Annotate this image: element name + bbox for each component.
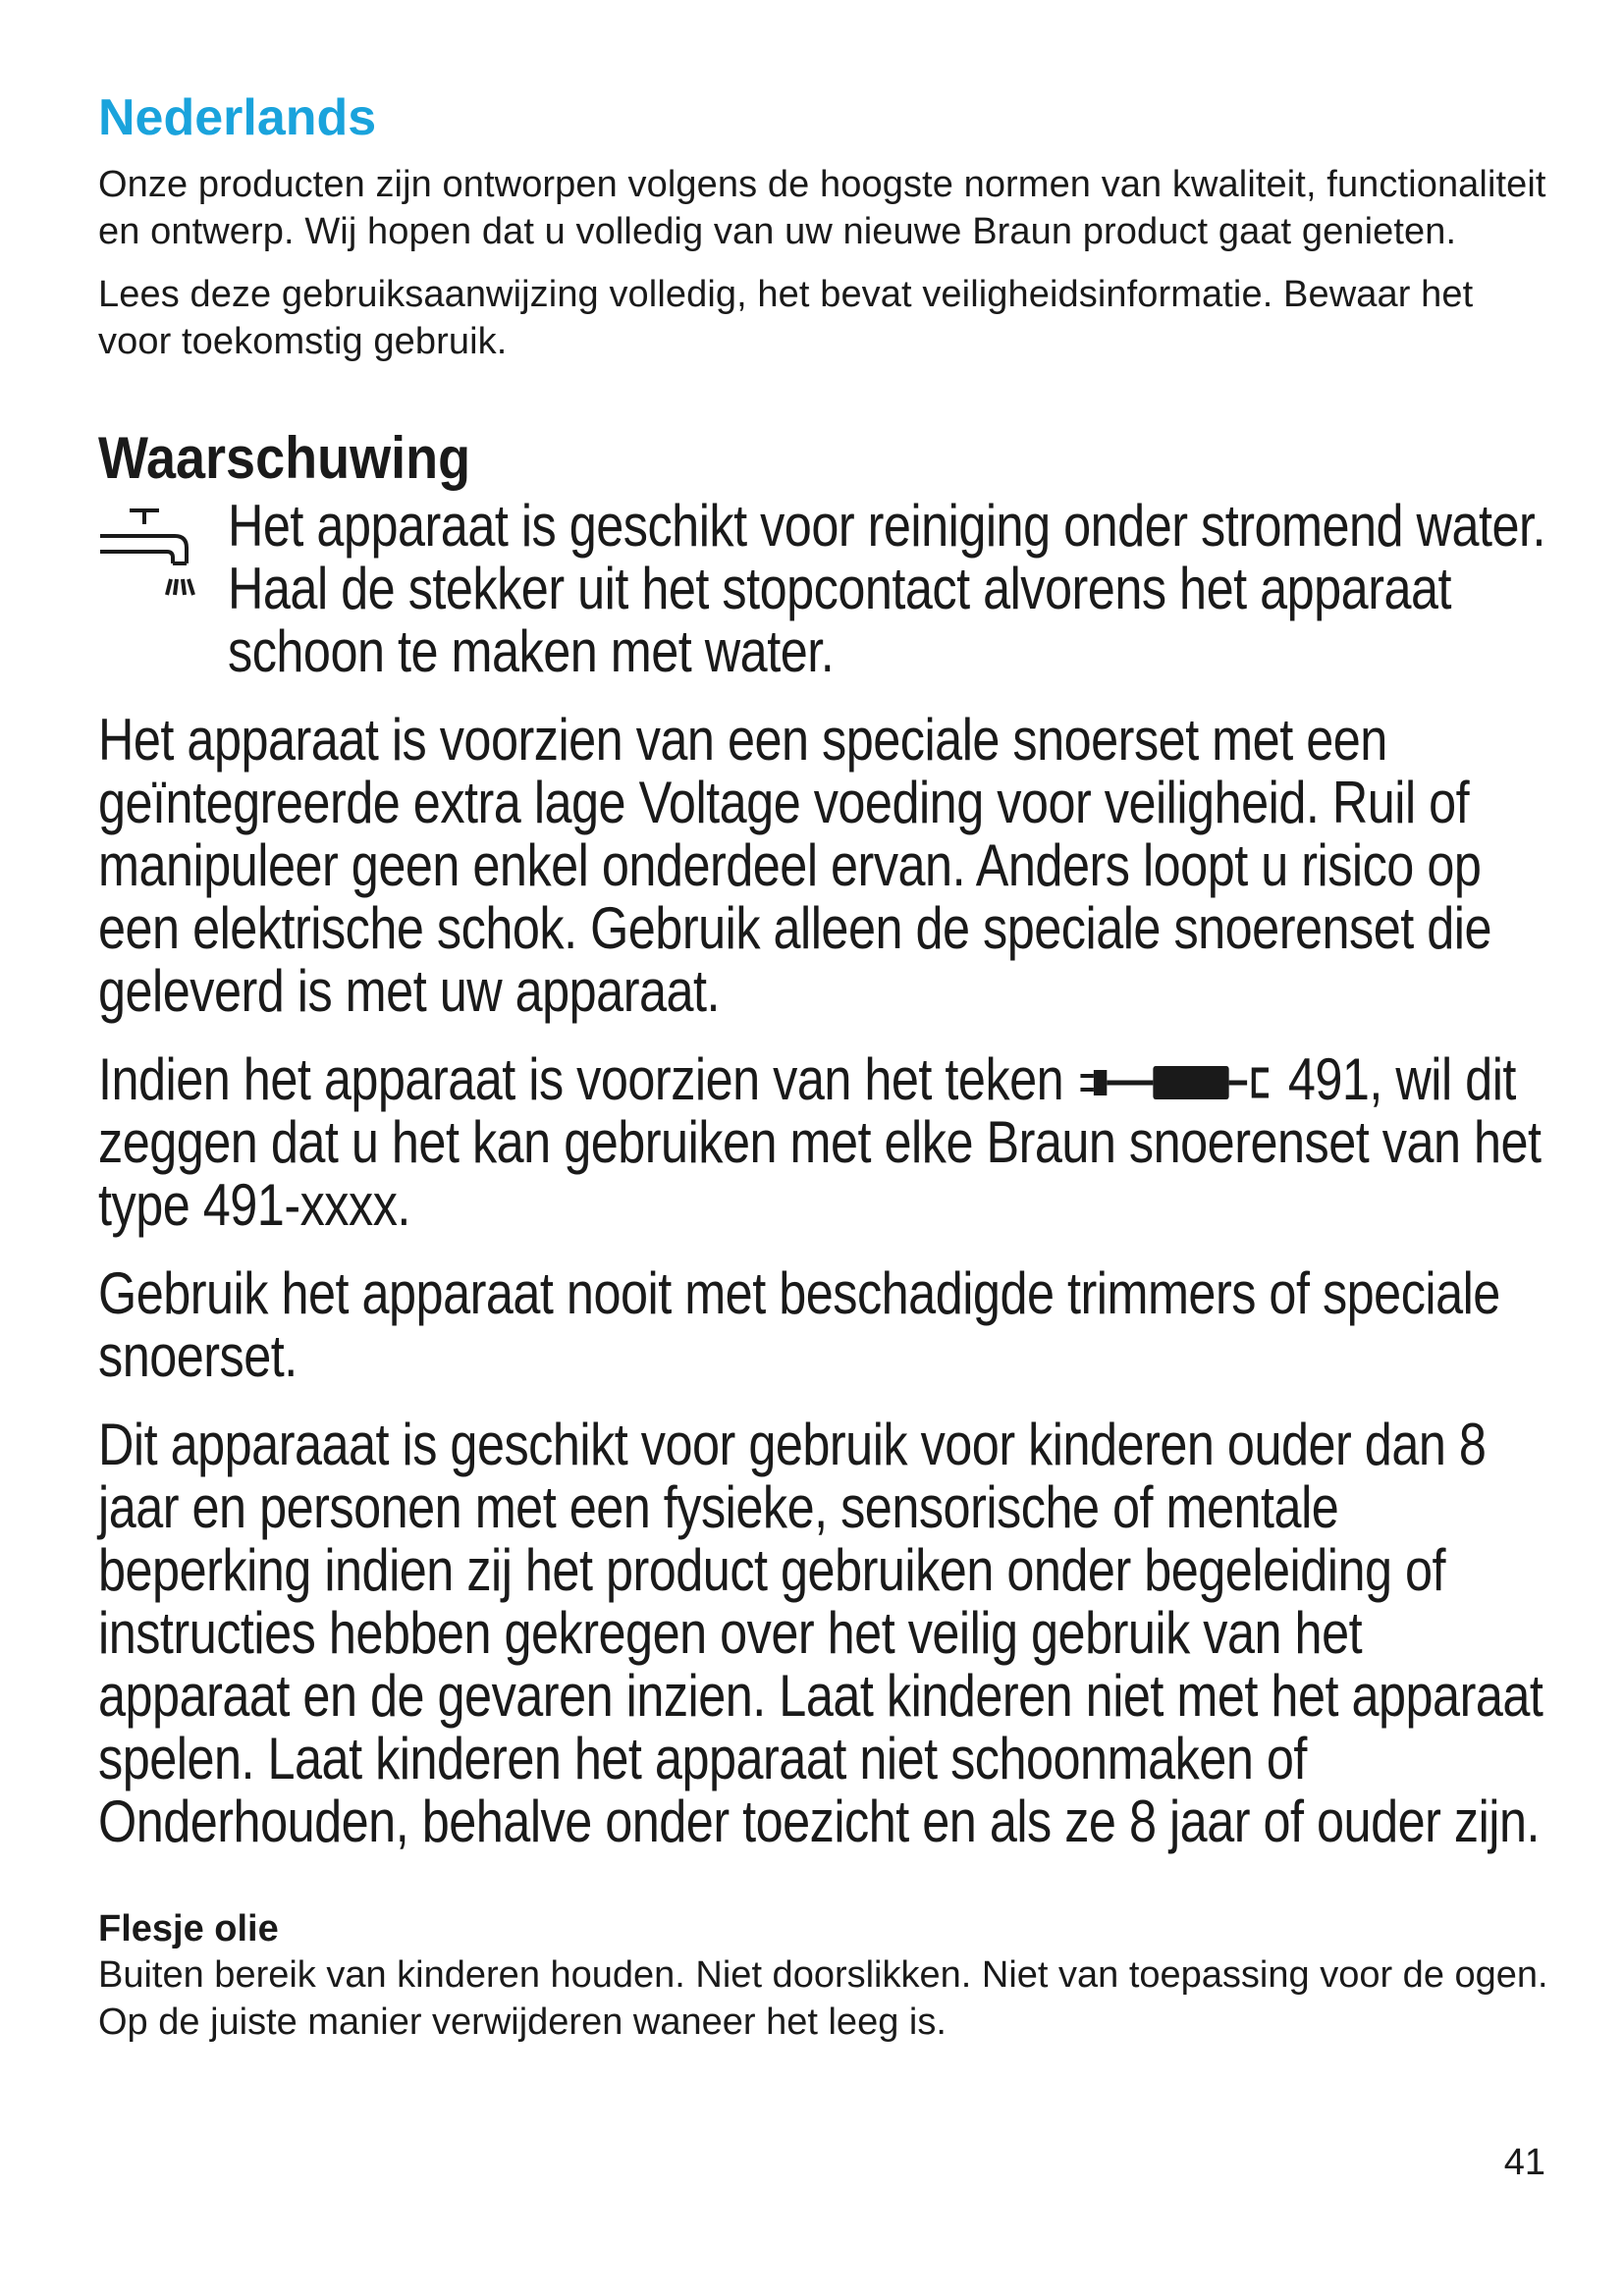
children-paragraph: Dit apparaaat is geschikt voor gebruik voor kinderen ouder dan 8 jaar en personen met een fysieke, sensorische of mentale beperking indien zij het product gebruiken onder begeleiding of instructies hebben gekregen over het veilig gebruik van het apparaat en de gevaren inzien. Laat kinderen niet met het apparaat spelen. Laat kinderen het apparaat niet schoonmaken of Onderhouden, behalve onder toezicht en als ze 8 jaar of ouder zijn. bbox=[98, 1412, 1543, 1854]
warning-heading: Waarschuwing bbox=[98, 425, 471, 491]
intro-paragraph-2: Lees deze gebruiksaanwijzing volledig, het bevat veiligheidsinformatie. Bewaar het voor toekomstig gebruik. bbox=[98, 274, 1474, 362]
symbol-paragraph bbox=[98, 1048, 1554, 1237]
tap-water-icon bbox=[98, 503, 226, 611]
damaged-paragraph: Gebruik het apparaat nooit met beschadigde trimmers of speciale snoerset. bbox=[98, 1260, 1500, 1389]
oil-heading: Flesje olie bbox=[98, 1908, 279, 1949]
page bbox=[98, 88, 1551, 2046]
cord-set-plug-icon bbox=[1077, 1062, 1275, 1103]
language-heading: Nederlands bbox=[98, 89, 377, 146]
cordset-paragraph: Het apparaat is voorzien van een speciale snoerset met een geïntegreerde extra lage Voltage voeding voor veiligheid. Ruil of manipuleer geen enkel onderdeel ervan. Anders loopt u risico op een elektrische schok. Gebruik alleen de speciale snoerenset die geleverd is met uw apparaat. bbox=[98, 707, 1492, 1024]
tap-water-notice bbox=[98, 495, 1551, 683]
symbol-text-after: 491, wil dit zeggen dat u het kan gebruiken met elke Braun snoerenset van het type 491-xxxx. bbox=[98, 1046, 1542, 1238]
intro-paragraph-1: Onze producten zijn ontworpen volgens de hoogste normen van kwaliteit, functionaliteit en ontwerp. Wij hopen dat u volledig van uw nieuwe Braun product gaat genieten. bbox=[98, 164, 1546, 252]
symbol-text-before: Indien het apparaat is voorzien van het teken bbox=[98, 1046, 1064, 1112]
tap-water-text: Het apparaat is geschikt voor reiniging onder stromend water. Haal de stekker uit het stopcontact alvorens het apparaat schoon te maken met water. bbox=[228, 493, 1546, 684]
page-number: 41 bbox=[1503, 2142, 1545, 2183]
oil-text: Buiten bereik van kinderen houden. Niet doorslikken. Niet van toepassing voor de ogen. Op de juiste manier verwijderen waneer het leeg is. bbox=[98, 1954, 1548, 2043]
